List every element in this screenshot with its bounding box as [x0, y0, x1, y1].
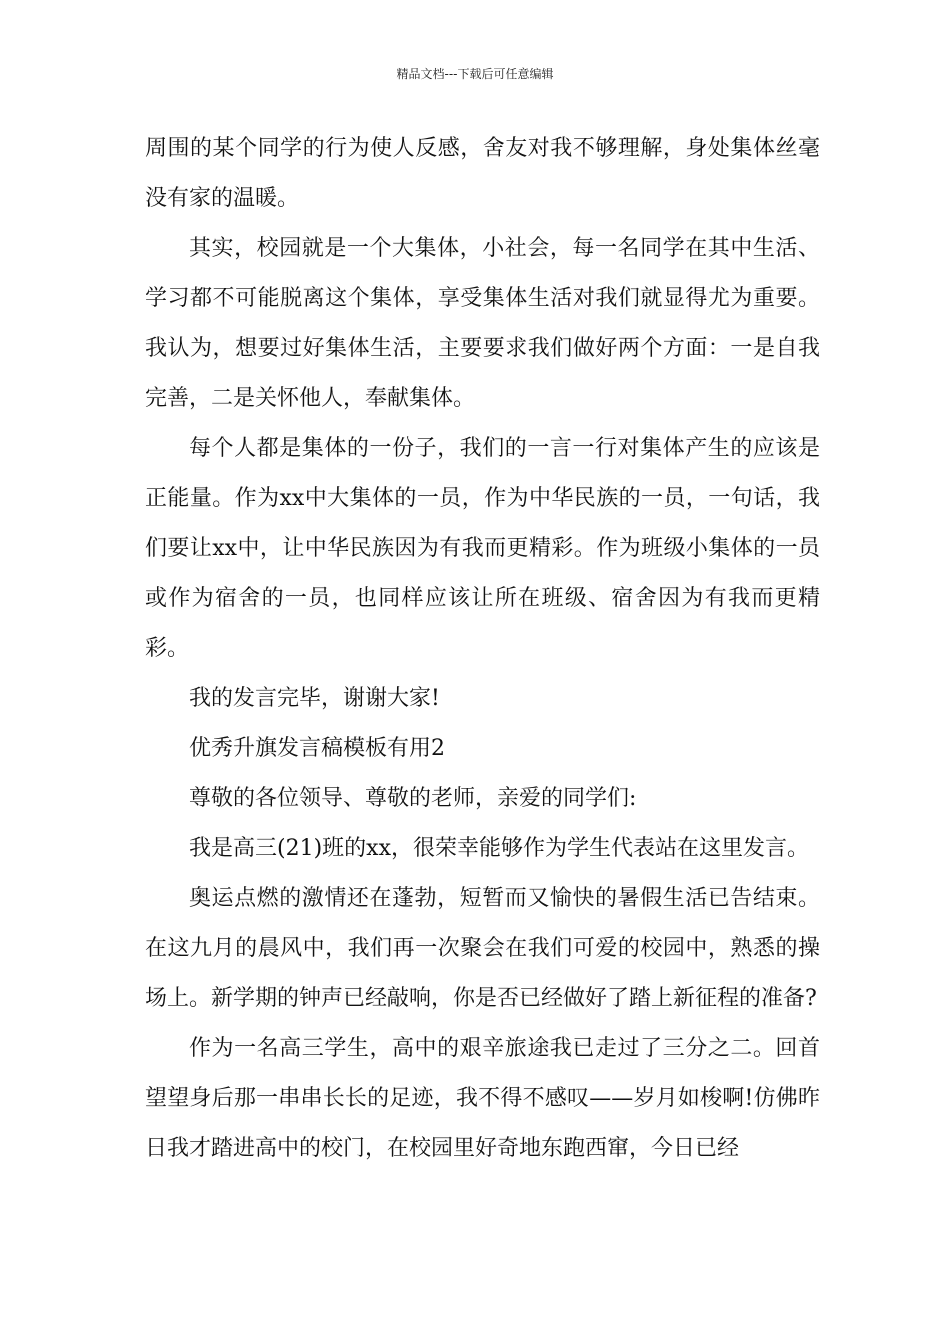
document-body	[145, 124, 820, 1174]
paragraph-closing: 我的发言完毕，谢谢大家!	[189, 686, 440, 711]
paragraph: 每个人都是集体的一份子，我们的一言一行对集体产生的应该是正能量。作为xx中大集体的一员，作为中华民族的一员，一句话，我们要让xx中，让中华民族因为有我而更精彩。作为班级小集体的一员或作为宿舍的一员，也同样应该让所在班级、宿舍因为有我而更精彩。	[145, 436, 820, 661]
paragraph: 我是高三(21)班的xx，很荣幸能够作为学生代表站在这里发言。	[189, 836, 809, 861]
page-header: 精品文档---下载后可任意编辑	[396, 67, 554, 81]
paragraph: 其实，校园就是一个大集体，小社会，每一名同学在其中生活、学习都不可能脱离这个集体，享受集体生活对我们就显得尤为重要。我认为，想要过好集体生活，主要要求我们做好两个方面：一是自我完善，二是关怀他人，奉献集体。	[145, 236, 820, 411]
section-title: 优秀升旗发言稿模板有用2	[189, 736, 445, 761]
salutation: 尊敬的各位领导、尊敬的老师，亲爱的同学们:	[189, 786, 637, 811]
paragraph: 作为一名高三学生，高中的艰辛旅途我已走过了三分之二。回首望望身后那一串串长长的足迹，我不得不感叹——岁月如梭啊!仿佛昨日我才踏进高中的校门，在校园里好奇地东跑西窜，今日已经	[145, 1036, 820, 1161]
paragraph: 奥运点燃的激情还在蓬勃，短暂而又愉快的暑假生活已告结束。在这九月的晨风中，我们再一次聚会在我们可爱的校园中，熟悉的操场上。新学期的钟声已经敲响，你是否已经做好了踏上新征程的准备?	[145, 886, 820, 1011]
paragraph-continuation: 周围的某个同学的行为使人反感，舍友对我不够理解，身处集体丝毫没有家的温暖。	[145, 136, 820, 211]
